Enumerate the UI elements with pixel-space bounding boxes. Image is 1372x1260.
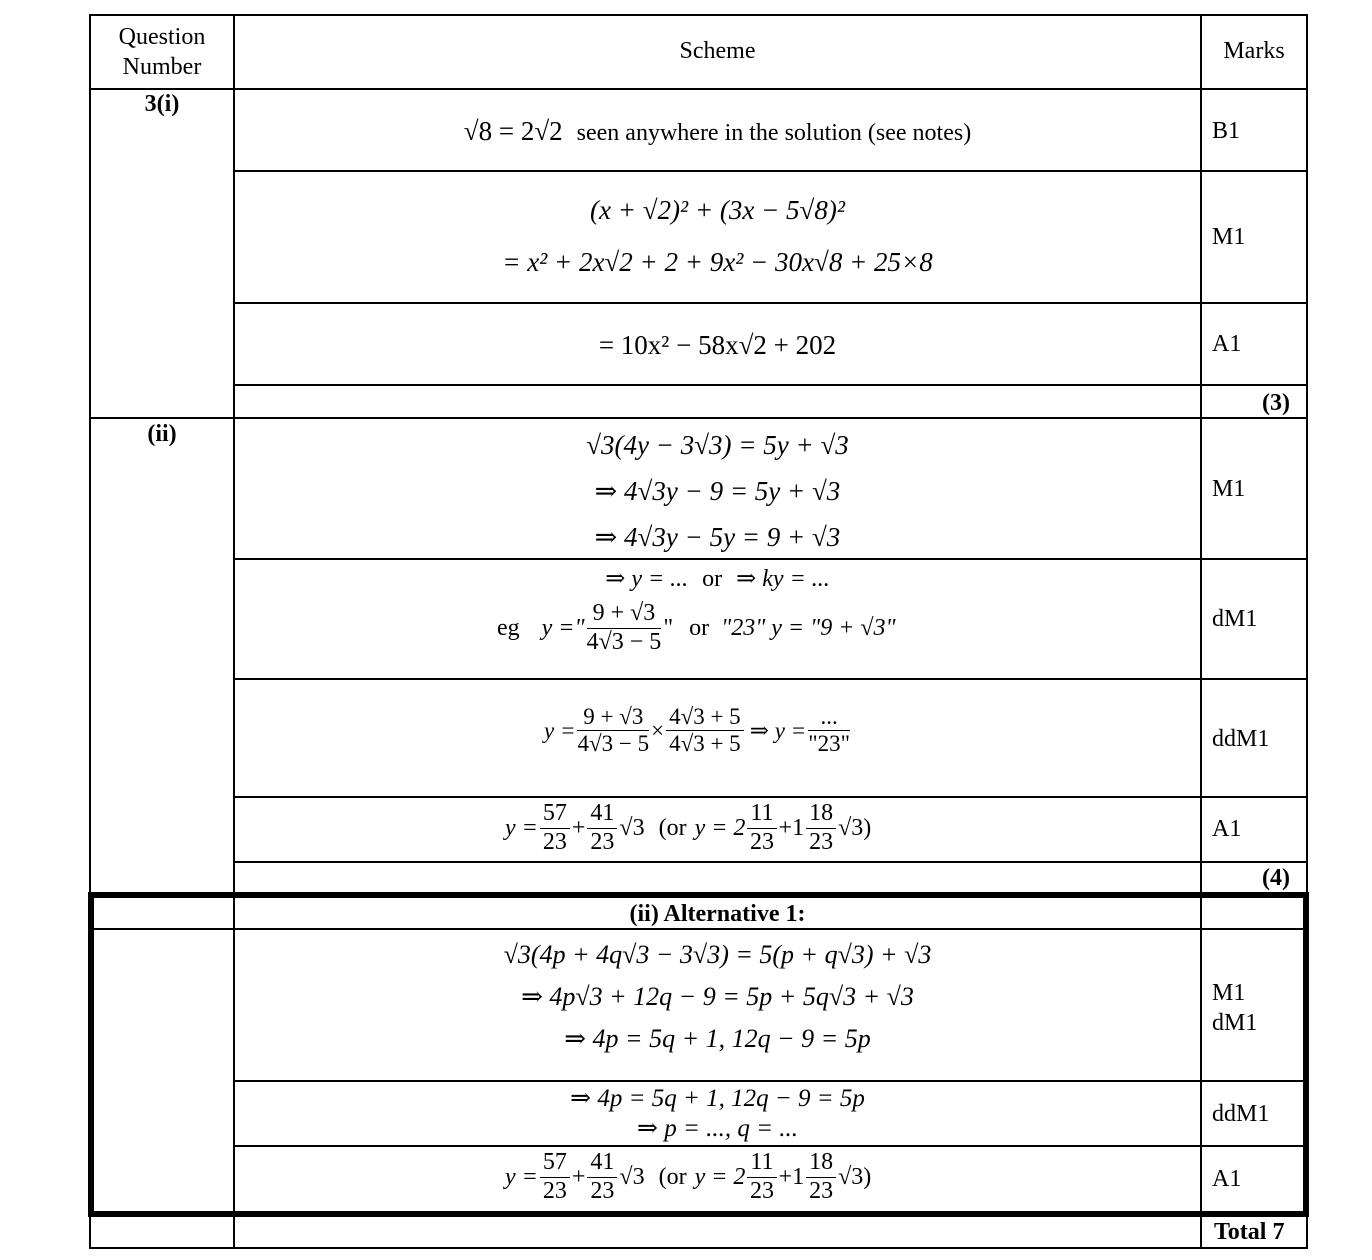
numerator: 18 bbox=[806, 800, 836, 829]
grid-line bbox=[89, 88, 1308, 90]
denominator: 23 bbox=[590, 1177, 615, 1204]
header-question-line2: Number bbox=[122, 54, 202, 80]
denominator: "23" bbox=[808, 731, 850, 757]
mark-ii3: ddM1 bbox=[1212, 726, 1270, 752]
mark-ii1: M1 bbox=[1212, 476, 1246, 502]
denominator: 23 bbox=[749, 1177, 774, 1204]
fraction bbox=[808, 704, 850, 758]
fraction bbox=[806, 800, 836, 856]
math-expression: ⇒ y = bbox=[749, 717, 807, 743]
or-text: or bbox=[689, 614, 710, 641]
math-expression: √3 bbox=[619, 814, 645, 841]
subtotal-ii: (4) bbox=[1262, 865, 1290, 891]
grid-line bbox=[233, 1080, 1305, 1082]
denominator: 4√3 − 5 bbox=[577, 731, 650, 757]
grid-line bbox=[233, 861, 1308, 863]
denominator: 23 bbox=[542, 1177, 567, 1204]
header-question-line1: Question bbox=[118, 24, 206, 50]
scheme-row-alt1 bbox=[235, 934, 1200, 1060]
grid-line bbox=[89, 1247, 1308, 1249]
numerator: 41 bbox=[587, 800, 617, 829]
mark-ii2: dM1 bbox=[1212, 606, 1258, 632]
fraction bbox=[747, 1149, 776, 1205]
numerator: ... bbox=[808, 704, 850, 731]
math-line: = x² + 2x√2 + 2 + 9x² − 30x√8 + 25×8 bbox=[502, 247, 933, 277]
scheme-row-i2 bbox=[235, 184, 1200, 288]
scheme-row-ii2-line1 bbox=[235, 564, 1200, 593]
mark-alt2: ddM1 bbox=[1212, 1101, 1270, 1127]
scheme-row-ii1 bbox=[235, 422, 1200, 560]
fraction bbox=[806, 1149, 836, 1205]
numerator: 11 bbox=[747, 800, 776, 829]
mark-ii4: A1 bbox=[1212, 816, 1242, 842]
quote-mark: " bbox=[663, 614, 674, 641]
alt-box-border bbox=[88, 892, 94, 1217]
scheme-row-i1 bbox=[235, 116, 1200, 147]
math-expression: √3) bbox=[838, 814, 872, 841]
scheme-row-alt2 bbox=[235, 1084, 1200, 1144]
numerator: 41 bbox=[587, 1149, 617, 1178]
scheme-row-ii3 bbox=[544, 704, 852, 758]
math-expression: y =" bbox=[541, 614, 585, 641]
mark-i1: B1 bbox=[1212, 118, 1241, 144]
grid-line bbox=[89, 14, 1308, 16]
fraction bbox=[577, 704, 649, 758]
mark-i2: M1 bbox=[1212, 224, 1246, 250]
header-scheme: Scheme bbox=[679, 38, 756, 64]
mark-alt1-dm1: dM1 bbox=[1212, 1010, 1258, 1036]
math-expression: √8 = 2√2 bbox=[463, 116, 563, 146]
math-expression: "23" y = "9 + √3" bbox=[721, 614, 896, 641]
fraction bbox=[587, 600, 662, 656]
math-expression: √3 bbox=[619, 1163, 645, 1190]
fraction bbox=[540, 1149, 570, 1205]
math-line: ⇒ 4p = 5q + 1, 12q − 9 = 5p bbox=[564, 1024, 871, 1053]
denominator: 23 bbox=[542, 828, 567, 855]
or-text: or bbox=[702, 566, 723, 592]
numerator: 4√3 + 5 bbox=[666, 704, 744, 731]
header-marks: Marks bbox=[1223, 38, 1285, 64]
question-label-3i: 3(i) bbox=[144, 91, 180, 117]
math-expression: y = bbox=[544, 717, 576, 743]
mark-i3: A1 bbox=[1212, 331, 1242, 357]
question-label-ii: (ii) bbox=[147, 421, 177, 447]
or-text: (or bbox=[658, 1163, 687, 1190]
fraction bbox=[587, 1149, 617, 1205]
grid-line bbox=[1200, 14, 1202, 1249]
denominator: 23 bbox=[809, 828, 834, 855]
total-marks: Total 7 bbox=[1214, 1219, 1285, 1245]
denominator: 23 bbox=[749, 828, 774, 855]
math-line: √3(4p + 4q√3 − 3√3) = 5(p + q√3) + √3 bbox=[503, 940, 932, 969]
fraction bbox=[666, 704, 744, 758]
subtotal-i: (3) bbox=[1262, 390, 1290, 416]
math-line: ⇒ 4p = 5q + 1, 12q − 9 = 5p bbox=[570, 1085, 865, 1112]
numerator: 57 bbox=[540, 1149, 570, 1178]
numerator: 57 bbox=[540, 800, 570, 829]
numerator: 9 + √3 bbox=[587, 600, 662, 629]
denominator: 4√3 − 5 bbox=[586, 628, 662, 655]
math-expression: +1 bbox=[778, 1163, 805, 1190]
math-expression: y = bbox=[505, 1163, 538, 1190]
fraction bbox=[587, 800, 617, 856]
mark-alt1-m1: M1 bbox=[1212, 980, 1246, 1006]
eg-text: eg bbox=[497, 614, 520, 641]
math-line: ⇒ 4√3y − 5y = 9 + √3 bbox=[594, 522, 841, 552]
numerator: 11 bbox=[747, 1149, 776, 1178]
mark-alt1 bbox=[1212, 978, 1257, 1038]
denominator: 4√3 + 5 bbox=[669, 731, 741, 757]
math-expression: ⇒ y = ... bbox=[605, 566, 689, 592]
grid-line bbox=[233, 678, 1308, 680]
numerator: 18 bbox=[806, 1149, 836, 1178]
denominator: 23 bbox=[590, 828, 615, 855]
plus-sign: + bbox=[571, 814, 586, 841]
math-expression: y = 2 bbox=[694, 814, 746, 841]
math-expression: ⇒ ky = ... bbox=[736, 566, 830, 592]
math-expression: y = bbox=[505, 814, 538, 841]
math-line: (x + √2)² + (3x − 5√8)² bbox=[590, 195, 845, 225]
grid-line bbox=[233, 170, 1308, 172]
grid-line bbox=[233, 384, 1308, 386]
alt-box-border bbox=[88, 1211, 1309, 1217]
math-expression: y = 2 bbox=[694, 1163, 746, 1190]
math-line: ⇒ p = ..., q = ... bbox=[637, 1115, 798, 1142]
or-text: (or bbox=[658, 814, 687, 841]
math-line: ⇒ 4p√3 + 12q − 9 = 5p + 5q√3 + √3 bbox=[521, 982, 914, 1011]
scheme-row-i3: = 10x² − 58x√2 + 202 bbox=[598, 330, 837, 360]
grid-line bbox=[91, 928, 1305, 930]
numerator: 9 + √3 bbox=[577, 704, 649, 731]
scheme-row-ii4 bbox=[505, 800, 871, 856]
scheme-row-alt3 bbox=[505, 1149, 871, 1205]
grid-line bbox=[233, 1145, 1305, 1147]
alt-box-border bbox=[88, 892, 1309, 898]
header-question-number bbox=[91, 22, 233, 82]
math-line: √3(4y − 3√3) = 5y + √3 bbox=[586, 430, 849, 460]
math-expression: √3) bbox=[838, 1163, 872, 1190]
grid-line bbox=[89, 417, 1308, 419]
math-line: ⇒ 4√3y − 9 = 5y + √3 bbox=[594, 476, 841, 506]
scheme-note: seen anywhere in the solution (see notes) bbox=[576, 120, 972, 146]
times-sign: × bbox=[651, 717, 665, 743]
grid-line bbox=[233, 796, 1308, 798]
alternative-title: (ii) Alternative 1: bbox=[629, 901, 806, 927]
plus-sign: + bbox=[571, 1163, 586, 1190]
scheme-row-ii2-line2 bbox=[497, 600, 896, 656]
fraction bbox=[540, 800, 570, 856]
denominator: 23 bbox=[809, 1177, 834, 1204]
mark-alt3: A1 bbox=[1212, 1166, 1242, 1192]
fraction bbox=[747, 800, 776, 856]
grid-line bbox=[233, 302, 1308, 304]
alt-box-border bbox=[1303, 892, 1309, 1217]
math-expression: +1 bbox=[778, 814, 805, 841]
